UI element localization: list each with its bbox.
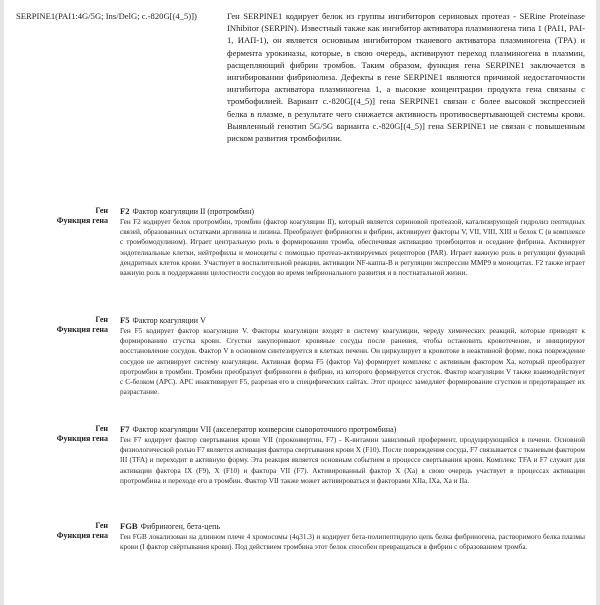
function-label: Функция гена bbox=[56, 531, 108, 540]
variant-interpretation: Ген SERPINE1 кодирует белок из группы ингибиторов сериновых протеаз - SERine Proteinase INhibitor (SERPIN). Известный также как ингибитор активатора плазминогена типа 1 (PAI1, PAI-1, ИАП-1), он является основным ингибитором тканевого активатора плазминогена (TPA) и фермента урокиназы, которые, в свою очередь, активируют переход плазминогена в плазмин, расщепляющий фибрин тромбов. Таким образом, функция гена SERPINE1 заключается в ингибировании фибринолиза. Дефекты в гене SERPINE1 являются причиной недостаточности ингибитора активатора плазминогена 1, а высокие концентрации продукта гена связаны с тромбофилией. Вариант c.-820G[(4_5)] гена SERPINE1 связан с более высокой экспрессией белка в плазме, в результате чего снижается активность противосвертывающей системы крови. Выявленный генотип 5G/5G варианта c.-820G[(4_5)] гена SERPINE1 не связан с повышенным риском развития тромбофилии. bbox=[227, 11, 585, 144]
gene-content bbox=[120, 521, 585, 552]
gene-function-text: Ген F7 кодирует фактор свертывания крови VII (проконвертин, F7) - K-витамин зависимый профермент, продуцирующийся в печени. Основной физиологической ролью F7 является активация фактора свертывания крови X (F10). После повреждения сосуда, F7 связывается с тканевым фактором III (TFA) и переходит в активную форму. Эта реакция является основным событием в процессе свертывания крови. Комплекс TFA и F7 служит для активации фактора IX (F9), X (F10) и фактора VII (F7). Активированный фактор X (Xa) в свою очередь участвует в процессах активации протромбина и переходе его в тромбин. Фактор VII также может активироваться и факторами XIIa, IXa, Xa и IIa. bbox=[120, 436, 585, 485]
gene-symbol: F7 bbox=[120, 424, 130, 434]
page-edge-right bbox=[596, 0, 600, 605]
gene-title bbox=[120, 424, 585, 435]
gene-label: Ген bbox=[95, 315, 108, 324]
gene-name: Фактор коагуляции VII (акселератор конверсии сывороточного протромбина) bbox=[132, 425, 397, 434]
gene-function-text: Ген F2 кодирует белок протромбин, тромбин (фактор коагуляции II), который является сериновой протеазой, катализирующей гидролиз пептидных связей, образованных остатками аргинина и лизина. Преобразует фибриноген в фибрин, активирует факторы V, VII, VIII, XIII и белок C (в комплексе с тромбомодулином). Играет центральную роль в формировании тромба, обеспечивая активацию тромбоцитов и оседание фибрина. Активирует эндотелиальные клетки, нейтрофилы и моноциты с помощью протеаз-активируемых рецепторов (PAR). Играет важную роль в регуляции функций дендритных клеток крови. Участвует в воспалительной реакции, активации NF-каппа-B и регуляции экспрессии MMP9 в моноцитах. F2 также играет важную роль в поддержании целостности сосудов во время эмбрионального развития и в постнатальной жизни. bbox=[120, 218, 585, 278]
variant-name: SERPINE1(PAI1:4G/5G; Ins/DelG; c.-820G[(4_5)]) bbox=[16, 11, 197, 21]
gene-title bbox=[120, 206, 585, 217]
gene-name: Фактор коагуляции II (протромбин) bbox=[132, 207, 255, 216]
gene-name: Фактор коагуляции V bbox=[132, 316, 206, 325]
gene-content bbox=[120, 315, 585, 397]
gene-function-text: Ген FGB локализован на длинном плече 4 хромосомы (4q31.3) и кодирует бета-полипептидную цепь белка фибриногена, растворимого белка плазмы крови (I фактор свёртывания крови). Под действием тромбина этот белок способен превращаться в фибрин с образованием тромба. bbox=[120, 533, 585, 552]
gene-label: Ген bbox=[95, 424, 108, 433]
page-edge-left bbox=[0, 0, 4, 605]
gene-name: Фибриноген, бета-цепь bbox=[140, 522, 220, 531]
gene-symbol: FGB bbox=[120, 521, 138, 531]
function-label: Функция гена bbox=[56, 216, 108, 225]
function-label: Функция гена bbox=[56, 434, 108, 443]
gene-title bbox=[120, 315, 585, 326]
gene-label: Ген bbox=[95, 521, 108, 530]
gene-content bbox=[120, 206, 585, 278]
gene-symbol: F5 bbox=[120, 315, 130, 325]
function-label: Функция гена bbox=[56, 325, 108, 334]
gene-symbol: F2 bbox=[120, 206, 130, 216]
gene-label: Ген bbox=[95, 206, 108, 215]
gene-content bbox=[120, 424, 585, 486]
gene-title bbox=[120, 521, 585, 532]
gene-function-text: Ген F5 кодирует фактор коагуляции V. Факторы коагуляции входят в систему коагуляции, череду химических реакций, которые приводят к формированию сгустка крови. Сгустки закупоривают кровяные сосуды после ранения, чтобы остановить кровотечение, и инициируют восстановление сосудов. Фактор V в основном синтезируется в клетках печени. Он циркулирует в кровотоке в неактивной форме, пока повреждение сосудов не активирует систему коагуляции. Активная форма F5 (фактор Va) формирует комплекс с активным фактором Xa, который преобразует протромбин в тромбин. Тромбин преобразует фибриноген в фибрин, из которого формируется сгусток. Фактор коагуляции V также взаимодействует с C-белком (APC). APC инактивирует F5, разрезая его в специфических сайтах. Этот процесс замедляет формирование сгустков и предотвращает их разрастание. bbox=[120, 327, 585, 397]
